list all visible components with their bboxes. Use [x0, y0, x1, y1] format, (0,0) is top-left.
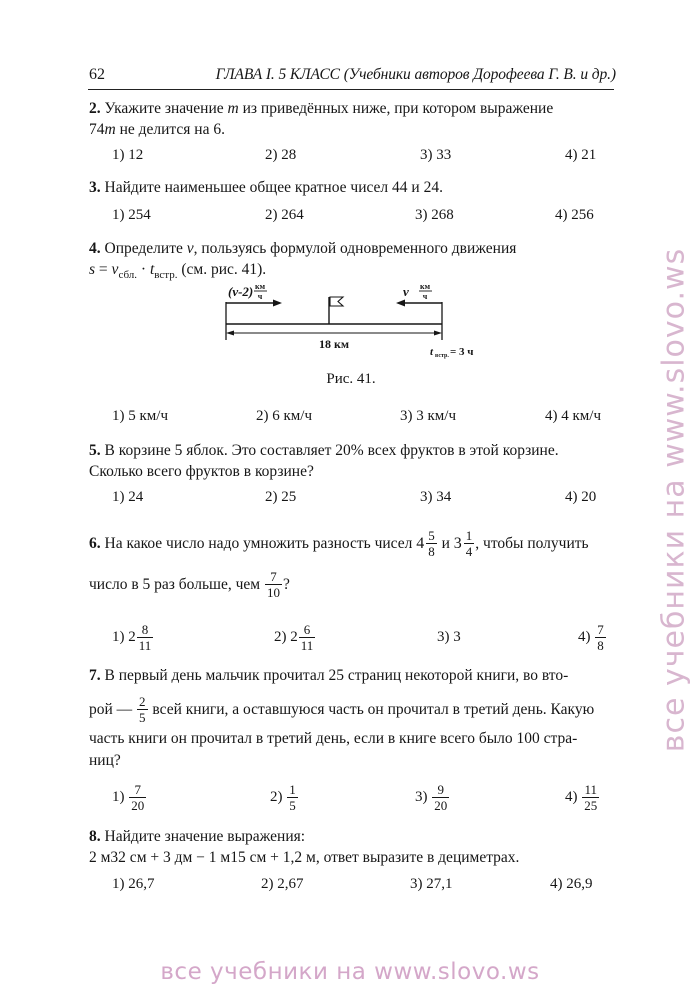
q3-number: 3. [89, 179, 101, 196]
svg-text:км: км [254, 282, 266, 291]
q8-option-4[interactable]: 4) 26,9 [550, 876, 593, 892]
q3-options [89, 207, 613, 229]
q5-option-3[interactable]: 3) 34 [420, 489, 452, 505]
q4-option-3[interactable]: 3) 3 км/ч [400, 408, 456, 424]
q7-line3: часть книги он прочитал в третий день, если в книге всего было 100 стра- [89, 730, 578, 747]
q3-option-3[interactable]: 3) 268 [415, 207, 454, 223]
svg-text:= 3 ч: = 3 ч [450, 346, 474, 358]
svg-text:ч: ч [422, 292, 428, 301]
q2-option-3[interactable]: 3) 33 [420, 147, 452, 163]
q4-option-1[interactable]: 1) 5 км/ч [112, 408, 168, 424]
q2-options [89, 147, 613, 169]
fig-time-label: t [430, 346, 434, 358]
q6-option-1[interactable]: 1) 2 8 11 [112, 621, 152, 653]
q2-line1: 2. Укажите значение m из приведённых ниже, при котором выражение [89, 100, 554, 117]
q2-option-2[interactable]: 2) 28 [265, 147, 297, 163]
q4-line1: 4. Определите v, пользуясь формулой одновременного движения [89, 240, 517, 257]
svg-text:ч: ч [257, 292, 263, 301]
q8-line1: 8. Найдите значение выражения: [89, 828, 306, 845]
q5-option-1[interactable]: 1) 24 [112, 489, 144, 505]
watermark-side: все учебники на www.slovo.ws [656, 247, 692, 753]
q2-option-1[interactable]: 1) 12 [112, 147, 144, 163]
q8-option-3[interactable]: 3) 27,1 [410, 876, 453, 892]
q8-number: 8. [89, 828, 101, 845]
figure-41-diagram [210, 280, 500, 362]
q8-option-2[interactable]: 2) 2,67 [261, 876, 304, 892]
q2-option-4[interactable]: 4) 21 [565, 147, 597, 163]
q7-option-2[interactable]: 2) 1 5 [270, 781, 296, 813]
q6-options [89, 620, 613, 654]
q5-option-4[interactable]: 4) 20 [565, 489, 597, 505]
chapter-title: ГЛАВА I. 5 КЛАСС (Учебники авторов Дорофеева Г. В. и др.) [215, 66, 616, 83]
q5-line2: Сколько всего фруктов в корзине? [89, 463, 314, 480]
q7-option-4[interactable]: 4) 11 25 [565, 781, 598, 813]
header-rule [88, 89, 614, 90]
fig-right-speed-label: v [403, 284, 409, 299]
q6-line2: число в 5 раз больше, чем 7 10 ? [89, 568, 290, 600]
fraction-7-10: 7 10 [266, 568, 280, 600]
q6-option-3[interactable]: 3) 3 [437, 628, 461, 645]
q7-line1: 7. В первый день мальчик прочитал 25 страниц некоторой книги, во вто- [89, 667, 569, 684]
q7-options [89, 778, 613, 816]
q5-option-2[interactable]: 2) 25 [265, 489, 297, 505]
fraction-2-5: 2 5 [139, 693, 146, 725]
fig-distance-label: 18 км [318, 337, 350, 351]
q7-line4: ниц? [89, 752, 121, 769]
mixed-number-4-5-8: 4 5 8 [416, 527, 435, 559]
q7-line2: рой — 2 5 всей книги, а оставшуюся часть он прочитал в третий день. Какую [89, 693, 595, 725]
page-number: 62 [89, 66, 105, 83]
q4-options [89, 408, 613, 430]
q4-option-2[interactable]: 2) 6 км/ч [256, 408, 312, 424]
q5-options [89, 489, 613, 511]
q6-line1: 6. На какое число надо умножить разность чисел 4 5 8 и 3 1 4 , чтобы получить [89, 527, 589, 559]
q5-number: 5. [89, 442, 101, 459]
q2-line2: 74m не делится на 6. [89, 121, 225, 138]
flag-icon [329, 297, 343, 324]
q5-line1: 5. В корзине 5 яблок. Это составляет 20% всех фруктов в этой корзине. [89, 442, 559, 459]
q4-number: 4. [89, 240, 101, 257]
watermark-bottom: все учебники на www.slovo.ws [160, 959, 540, 985]
q3-option-2[interactable]: 2) 264 [265, 207, 304, 223]
q7-option-1[interactable]: 1) 7 20 [112, 781, 145, 813]
q3-option-4[interactable]: 4) 256 [555, 207, 594, 223]
q4-option-4[interactable]: 4) 4 км/ч [545, 408, 601, 424]
q6-option-4[interactable]: 4) 7 8 [578, 621, 604, 653]
figure-caption: Рис. 41. [326, 371, 376, 387]
q3-line1: 3. Найдите наименьшее общее кратное чисел 44 и 24. [89, 179, 443, 196]
svg-text:км: км [419, 282, 431, 291]
q2-number: 2. [89, 100, 101, 117]
q7-number: 7. [89, 667, 101, 684]
q8-options [89, 876, 613, 898]
q8-option-1[interactable]: 1) 26,7 [112, 876, 155, 892]
q3-option-1[interactable]: 1) 254 [112, 207, 151, 223]
mixed-number-3-1-4: 3 1 4 [453, 527, 473, 559]
q6-number: 6. [89, 534, 101, 552]
q6-option-2[interactable]: 2) 2 6 11 [274, 621, 314, 653]
q7-option-3[interactable]: 3) 9 20 [415, 781, 448, 813]
q8-line2: 2 м32 см + 3 дм − 1 м15 см + 1,2 м, ответ выразите в дециметрах. [89, 849, 520, 866]
fig-left-speed-label: (v-2) [228, 284, 254, 299]
q4-formula: $s = v_{сбл.} \cdot t_{встр.}$ (см. рис. 41). [89, 261, 267, 282]
svg-text:встр.: встр. [435, 353, 449, 359]
